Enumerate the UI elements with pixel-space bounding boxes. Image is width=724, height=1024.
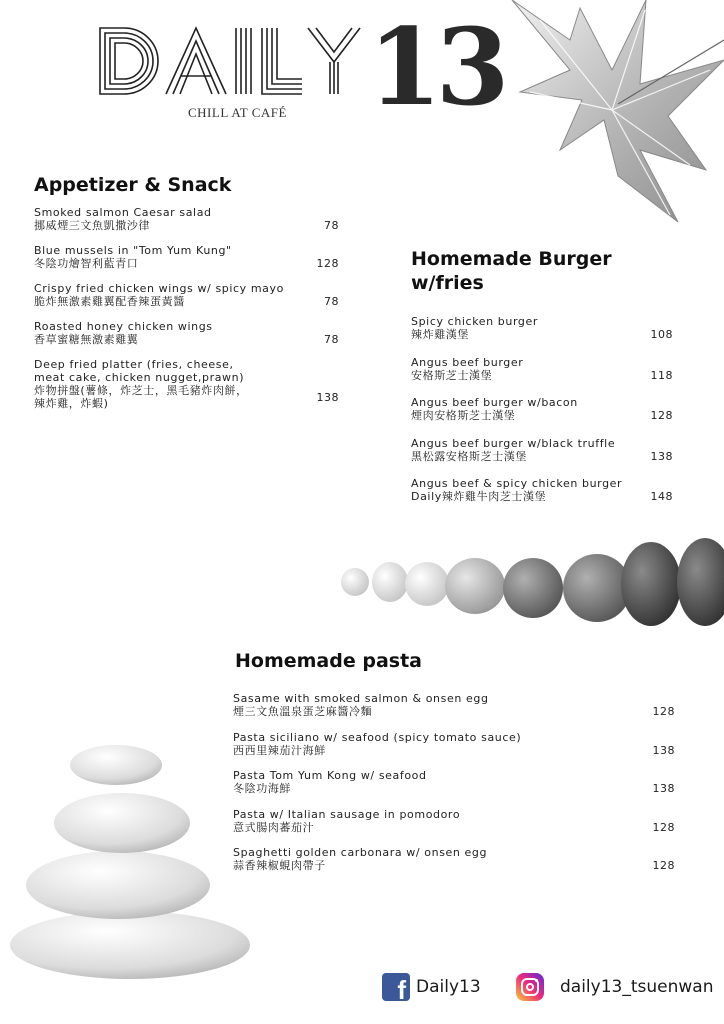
item-name-en: Angus beef & spicy chicken burger: [411, 477, 623, 490]
item-name-zh: 香草蜜糖無激素雞翼: [34, 333, 139, 346]
item-name-zh: 炸物拼盤(薯條，炸芝士，黑毛豬炸肉餅，: [34, 384, 248, 397]
item-price: 78: [324, 295, 339, 308]
item-name-zh: 煙三文魚溫泉蛋芝麻醬冷麵: [233, 705, 373, 718]
item-name-en: Pasta siciliano w/ seafood (spicy tomato sauce): [233, 730, 522, 744]
menu-item: [233, 808, 675, 847]
logo-number: 13: [368, 4, 504, 129]
item-name-zh: 黑松露安格斯芝士漢堡: [411, 449, 527, 463]
item-name-en: Smoked salmon Caesar salad: [34, 206, 212, 219]
item-price: 128: [652, 705, 675, 718]
burger-menu-list: [411, 315, 673, 518]
item-price: 128: [316, 257, 339, 270]
menu-item: [411, 396, 673, 437]
pebble-row-illustration: [335, 530, 724, 630]
item-name-en: Roasted honey chicken wings: [34, 320, 213, 333]
menu-item: [34, 206, 339, 244]
item-name-en-line2: meat cake, chicken nugget,prawn): [34, 371, 245, 384]
item-name-zh: 冬陰功海鮮: [233, 782, 291, 795]
menu-item: [34, 244, 339, 282]
item-name-zh-line2: 辣炸雞，炸蝦): [34, 397, 109, 410]
instagram-handle: daily13_tsuenwan: [560, 977, 714, 997]
item-price: 138: [316, 391, 339, 404]
item-name-zh: Daily辣炸雞牛肉芝士漢堡: [411, 490, 547, 503]
item-name-en: Spicy chicken burger: [411, 315, 538, 328]
tagline: CHILL AT CAFÉ: [188, 105, 287, 120]
item-name-zh: 冬陰功燴智利藍青口: [34, 257, 139, 270]
item-price: 128: [652, 820, 675, 834]
item-name-en: Spaghetti golden carbonara w/ onsen egg: [233, 846, 488, 859]
logo-daily-wordmark: [96, 24, 362, 98]
maple-leaf-illustration: [500, 0, 724, 228]
item-price: 138: [652, 743, 675, 757]
menu-item: [233, 846, 675, 885]
item-name-zh: 安格斯芝士漢堡: [411, 368, 493, 382]
menu-item: [411, 477, 673, 518]
item-name-en: Crispy fried chicken wings w/ spicy mayo: [34, 282, 284, 295]
menu-item: [34, 320, 339, 358]
item-price: 148: [650, 490, 673, 503]
pasta-menu-list: [233, 692, 675, 885]
item-price: 128: [650, 409, 673, 422]
item-name-zh: 蒜香辣椒蜆肉帶子: [233, 859, 326, 872]
item-name-en: Angus beef burger w/black truffle: [411, 436, 616, 450]
stacked-stones-illustration: [0, 735, 260, 980]
section-title-appetizer: Appetizer & Snack: [34, 174, 232, 196]
menu-item: [411, 437, 673, 478]
item-name-zh: 脆炸無激素雞翼配香辣蛋黃醬: [34, 295, 185, 308]
item-name-zh: 意式腸肉蕃茄汁: [233, 820, 315, 834]
instagram-link[interactable]: [516, 972, 713, 1002]
instagram-icon: [516, 973, 544, 1001]
menu-item: [411, 356, 673, 397]
facebook-link[interactable]: [382, 972, 481, 1002]
item-price: 118: [650, 368, 673, 382]
menu-item: [233, 692, 675, 731]
section-title-pasta: Homemade pasta: [235, 650, 422, 672]
item-price: 108: [650, 328, 673, 341]
item-price: 128: [652, 859, 675, 872]
item-price: 138: [652, 782, 675, 795]
menu-item: [34, 282, 339, 320]
item-name-zh: 西西里辣茄汁海鮮: [233, 743, 326, 757]
menu-item: [411, 315, 673, 356]
item-price: 138: [650, 449, 673, 463]
menu-item: [233, 769, 675, 808]
item-name-zh: 煙肉安格斯芝士漢堡: [411, 409, 516, 422]
item-name-zh: 辣炸雞漢堡: [411, 328, 469, 341]
item-name-en: Sasame with smoked salmon & onsen egg: [233, 692, 489, 705]
item-name-en: Angus beef burger: [411, 355, 524, 369]
item-name-en: Deep fried platter (fries, cheese,: [34, 358, 234, 371]
facebook-handle: Daily13: [416, 977, 481, 997]
item-name-en: Pasta w/ Italian sausage in pomodoro: [233, 807, 461, 821]
item-price: 78: [324, 333, 339, 346]
menu-item: [34, 358, 339, 422]
item-name-en: Angus beef burger w/bacon: [411, 396, 578, 409]
section-title-burger: Homemade Burger w/fries: [411, 248, 612, 294]
facebook-icon: f: [382, 973, 410, 1001]
item-name-zh: 挪威煙三文魚凱撒沙律: [34, 219, 150, 232]
item-name-en: Pasta Tom Yum Kong w/ seafood: [233, 769, 427, 782]
item-name-en: Blue mussels in "Tom Yum Kung": [34, 244, 232, 257]
menu-item: [233, 731, 675, 770]
item-price: 78: [324, 219, 339, 232]
appetizer-menu-list: [34, 206, 339, 422]
